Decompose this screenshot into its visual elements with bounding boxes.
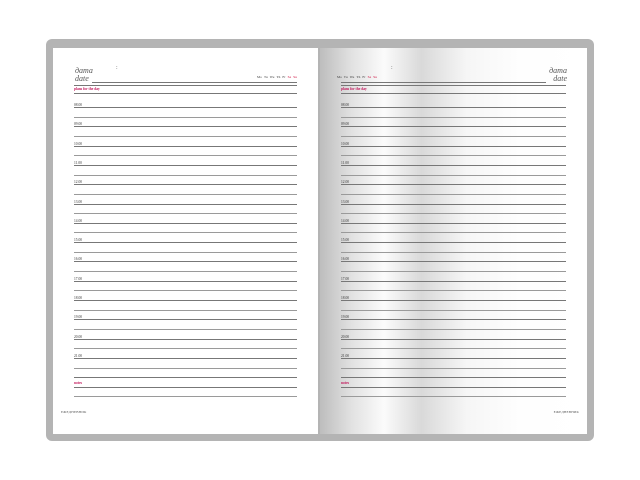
- hour-label: 08.00: [74, 103, 83, 107]
- hour-subline: [74, 232, 297, 233]
- plans-top-line: [74, 85, 297, 86]
- hour-label: 21.00: [341, 353, 350, 358]
- hour-subline: [74, 271, 297, 272]
- extra-line: [341, 377, 566, 378]
- date-colon: :: [116, 65, 118, 71]
- hour-subline: [74, 252, 297, 253]
- hour-subline: [341, 310, 566, 311]
- hour-label: 10.00: [341, 141, 350, 146]
- planner-spread: [46, 39, 594, 441]
- hour-subline: [341, 194, 566, 195]
- hour-line: [341, 126, 566, 127]
- plans-underline: [341, 93, 566, 94]
- hour-label: 14.00: [74, 218, 83, 223]
- date-colon: :: [391, 65, 393, 71]
- hour-label: 10.00: [74, 141, 83, 146]
- date-heading: [549, 67, 567, 83]
- hour-label: 19.00: [341, 315, 350, 320]
- hour-subline: [74, 155, 297, 156]
- hour-subline: [341, 155, 566, 156]
- hour-label: 16.00: [74, 257, 83, 262]
- hour-subline: [341, 175, 566, 176]
- header-underline: [92, 82, 297, 83]
- plans-underline: [74, 93, 297, 94]
- weekday-strip: [337, 75, 377, 79]
- hour-label: 12.00: [74, 180, 83, 185]
- hour-subline: [74, 213, 297, 214]
- hour-line: [74, 300, 297, 301]
- weekday-mo: Mo: [257, 75, 262, 79]
- notes-underline: [341, 387, 566, 388]
- hour-line: [341, 204, 566, 205]
- hour-label: 09.00: [74, 122, 83, 127]
- plans-for-the-day-label: plans for the day: [341, 87, 367, 91]
- plans-for-the-day-label: plans for the day: [74, 87, 100, 91]
- hour-line: [74, 204, 297, 205]
- hour-label: 12.00: [341, 180, 350, 185]
- hour-line: [74, 146, 297, 147]
- hour-line: [341, 223, 566, 224]
- hour-label: 19.00: [74, 315, 83, 320]
- hour-label: 17.00: [74, 276, 83, 281]
- hour-subline: [341, 348, 566, 349]
- hour-label: 13.00: [74, 199, 83, 204]
- hour-line: [341, 319, 566, 320]
- hour-line: [74, 261, 297, 262]
- hour-label: 11.00: [74, 160, 82, 165]
- weekday-mo: Mo: [337, 75, 342, 79]
- hour-line: [341, 281, 566, 282]
- hour-line: [74, 242, 297, 243]
- notes-line: [74, 396, 297, 397]
- hour-line: [341, 107, 566, 108]
- hour-label: 18.00: [341, 296, 350, 300]
- weekday-th: Th: [356, 75, 361, 79]
- date-label-en: date: [553, 74, 567, 83]
- hour-subline: [341, 329, 566, 330]
- notes-label: notes: [74, 381, 82, 386]
- hour-line: [74, 126, 297, 127]
- hour-subline: [341, 368, 566, 369]
- hour-line: [74, 319, 297, 320]
- hour-label: 20.00: [74, 334, 83, 339]
- hour-label: 20.00: [341, 334, 350, 339]
- hour-subline: [341, 271, 566, 272]
- hour-line: [74, 165, 297, 166]
- weekday-sa: Sa: [367, 75, 372, 79]
- hour-line: [74, 184, 297, 185]
- hour-line: [341, 261, 566, 262]
- weekday-fr: Fr: [282, 75, 286, 79]
- plans-top-line: [341, 85, 566, 86]
- hour-subline: [341, 232, 566, 233]
- hour-label: 15.00: [74, 238, 83, 243]
- weekday-su: Su: [373, 75, 377, 79]
- weekday-fr: Fr: [362, 75, 366, 79]
- weekday-we: We: [269, 75, 275, 79]
- hour-label: 09.00: [341, 122, 350, 127]
- hour-label: 16.00: [341, 257, 350, 262]
- hour-label: 17.00: [341, 276, 350, 281]
- hour-subline: [74, 329, 297, 330]
- hour-label: 18.00: [74, 296, 83, 300]
- weekday-sa: Sa: [287, 75, 292, 79]
- hour-line: [74, 339, 297, 340]
- hour-line: [341, 165, 566, 166]
- hour-subline: [341, 117, 566, 118]
- date-label-en: date: [75, 74, 89, 83]
- hour-subline: [74, 175, 297, 176]
- hour-line: [341, 184, 566, 185]
- hour-line: [341, 339, 566, 340]
- weekday-we: We: [349, 75, 355, 79]
- hour-subline: [341, 136, 566, 137]
- hour-line: [74, 107, 297, 108]
- hour-subline: [74, 290, 297, 291]
- weekday-tu: Tu: [343, 75, 348, 79]
- hour-label: 21.00: [74, 353, 83, 358]
- weekday-th: Th: [276, 75, 281, 79]
- hour-label: 11.00: [341, 160, 349, 165]
- notes-label: notes: [341, 381, 349, 386]
- hour-label: 14.00: [341, 218, 350, 223]
- left-page: [53, 48, 318, 434]
- hour-subline: [341, 252, 566, 253]
- brand-label: ЕЖЕДНЕВНИК: [553, 410, 579, 414]
- weekday-strip: [257, 75, 297, 79]
- right-page: [320, 48, 587, 434]
- hour-subline: [74, 136, 297, 137]
- hour-subline: [341, 290, 566, 291]
- hour-line: [341, 300, 566, 301]
- hour-label: 13.00: [341, 199, 350, 204]
- hour-line: [74, 281, 297, 282]
- hour-subline: [74, 310, 297, 311]
- hour-subline: [74, 194, 297, 195]
- hour-line: [74, 358, 297, 359]
- hour-line: [341, 146, 566, 147]
- hour-label: 08.00: [341, 103, 350, 107]
- hour-subline: [74, 117, 297, 118]
- weekday-tu: Tu: [263, 75, 268, 79]
- hour-subline: [341, 213, 566, 214]
- notes-underline: [74, 387, 297, 388]
- weekday-su: Su: [293, 75, 297, 79]
- date-label-ru: дата: [549, 66, 567, 75]
- date-label-ru: дата: [75, 66, 93, 75]
- notes-line: [341, 396, 566, 397]
- date-heading: [75, 67, 93, 83]
- hour-line: [341, 242, 566, 243]
- hour-line: [74, 223, 297, 224]
- hour-line: [341, 358, 566, 359]
- hour-subline: [74, 348, 297, 349]
- brand-label: ЕЖЕДНЕВНИК: [61, 410, 87, 414]
- extra-line: [74, 377, 297, 378]
- header-underline: [341, 82, 546, 83]
- hour-label: 15.00: [341, 238, 350, 243]
- hour-subline: [74, 368, 297, 369]
